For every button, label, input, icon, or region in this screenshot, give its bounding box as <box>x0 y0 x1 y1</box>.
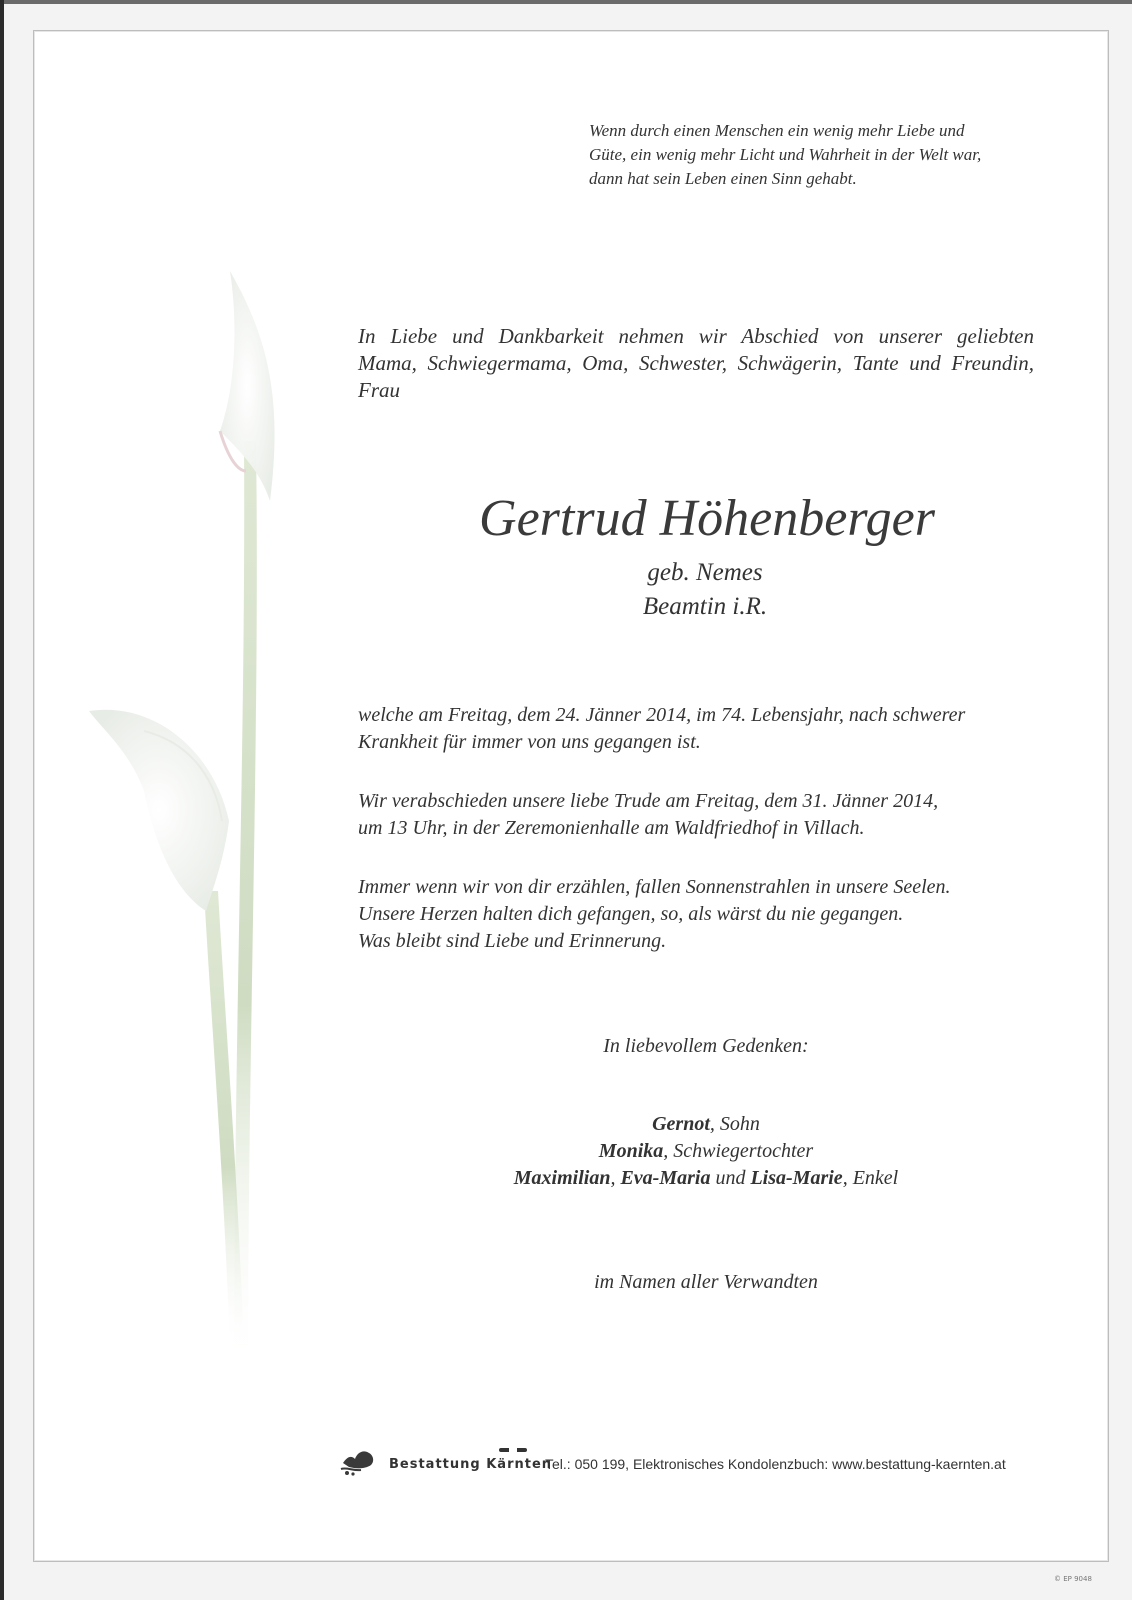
obituary-card <box>33 30 1109 1562</box>
bestattung-logo-icon <box>339 1443 381 1477</box>
mourner-row <box>34 1165 1108 1192</box>
separator: , <box>610 1167 621 1189</box>
brand-name: Bestattung Kärnten <box>389 1457 553 1472</box>
mourner-name: Lisa-Marie <box>750 1167 843 1189</box>
memory-line: In liebevollem Gedenken: <box>603 1035 809 1057</box>
profession: Beamtin i.R. <box>642 593 768 620</box>
poem-line: Immer wenn wir von dir erzählen, fallen Sonnenstrahlen in unsere Seelen. <box>358 876 951 898</box>
passing-paragraph <box>358 702 1038 756</box>
mourner-name: Gernot <box>652 1113 710 1135</box>
mourner-name: Monika <box>598 1140 664 1162</box>
mourner-row <box>34 1138 1108 1165</box>
separator: und <box>710 1167 751 1189</box>
farewell-line: um 13 Uhr, in der Zeremonienhalle am Waldfriedhof in Villach. <box>358 817 865 839</box>
mourner-name: Maximilian <box>513 1167 611 1189</box>
deceased-name: Gertrud Höhenberger <box>479 490 935 547</box>
maiden-name: geb. Nemes <box>647 559 763 586</box>
mourner-row <box>34 1111 1108 1138</box>
passing-line: welche am Freitag, dem 24. Jänner 2014, im 74. Lebensjahr, nach schwerer <box>358 704 966 726</box>
intro-line: In Liebe und Dankbarkeit nehmen wir Abschied von unserer geliebten <box>358 324 1034 348</box>
contact-info: Tel.: 050 199, Elektronisches Kondolenzbuch: www.bestattung-kaernten.at <box>545 1456 1006 1472</box>
scan-left-edge <box>0 0 4 1600</box>
motto-line: Wenn durch einen Menschen ein wenig mehr Liebe und <box>589 121 965 140</box>
poem-line: Unsere Herzen halten dich gefangen, so, als wärst du nie gegangen. <box>358 903 904 925</box>
motto <box>589 119 1029 191</box>
motto-line: dann hat sein Leben einen Sinn gehabt. <box>589 169 857 188</box>
passing-line: Krankheit für immer von uns gegangen ist. <box>358 731 701 753</box>
motto-line: Güte, ein wenig mehr Licht und Wahrheit in der Welt war, <box>589 145 982 164</box>
scan-top-edge <box>0 0 1132 4</box>
mourner-role: , Schwiegertochter <box>663 1140 814 1162</box>
mourner-role: , Sohn <box>709 1113 760 1135</box>
relatives-line: im Namen aller Verwandten <box>594 1271 818 1293</box>
poem-paragraph <box>358 874 1038 955</box>
mourner-name: Eva-Maria <box>620 1167 711 1189</box>
farewell-paragraph <box>358 788 1038 842</box>
poem-line: Was bleibt sind Liebe und Erinnerung. <box>358 930 667 952</box>
document-code: © EP 9048 <box>1054 1575 1092 1583</box>
mourner-role: , Enkel <box>842 1167 899 1189</box>
intro-paragraph <box>358 323 1034 404</box>
farewell-line: Wir verabschieden unsere liebe Trude am Freitag, dem 31. Jänner 2014, <box>358 790 939 812</box>
intro-line: Frau <box>358 378 400 402</box>
brand-accent-icon <box>499 1447 527 1453</box>
intro-line: Mama, Schwiegermama, Oma, Schwester, Schwägerin, Tante und Freundin, <box>358 351 1034 375</box>
footer <box>339 1443 1039 1483</box>
